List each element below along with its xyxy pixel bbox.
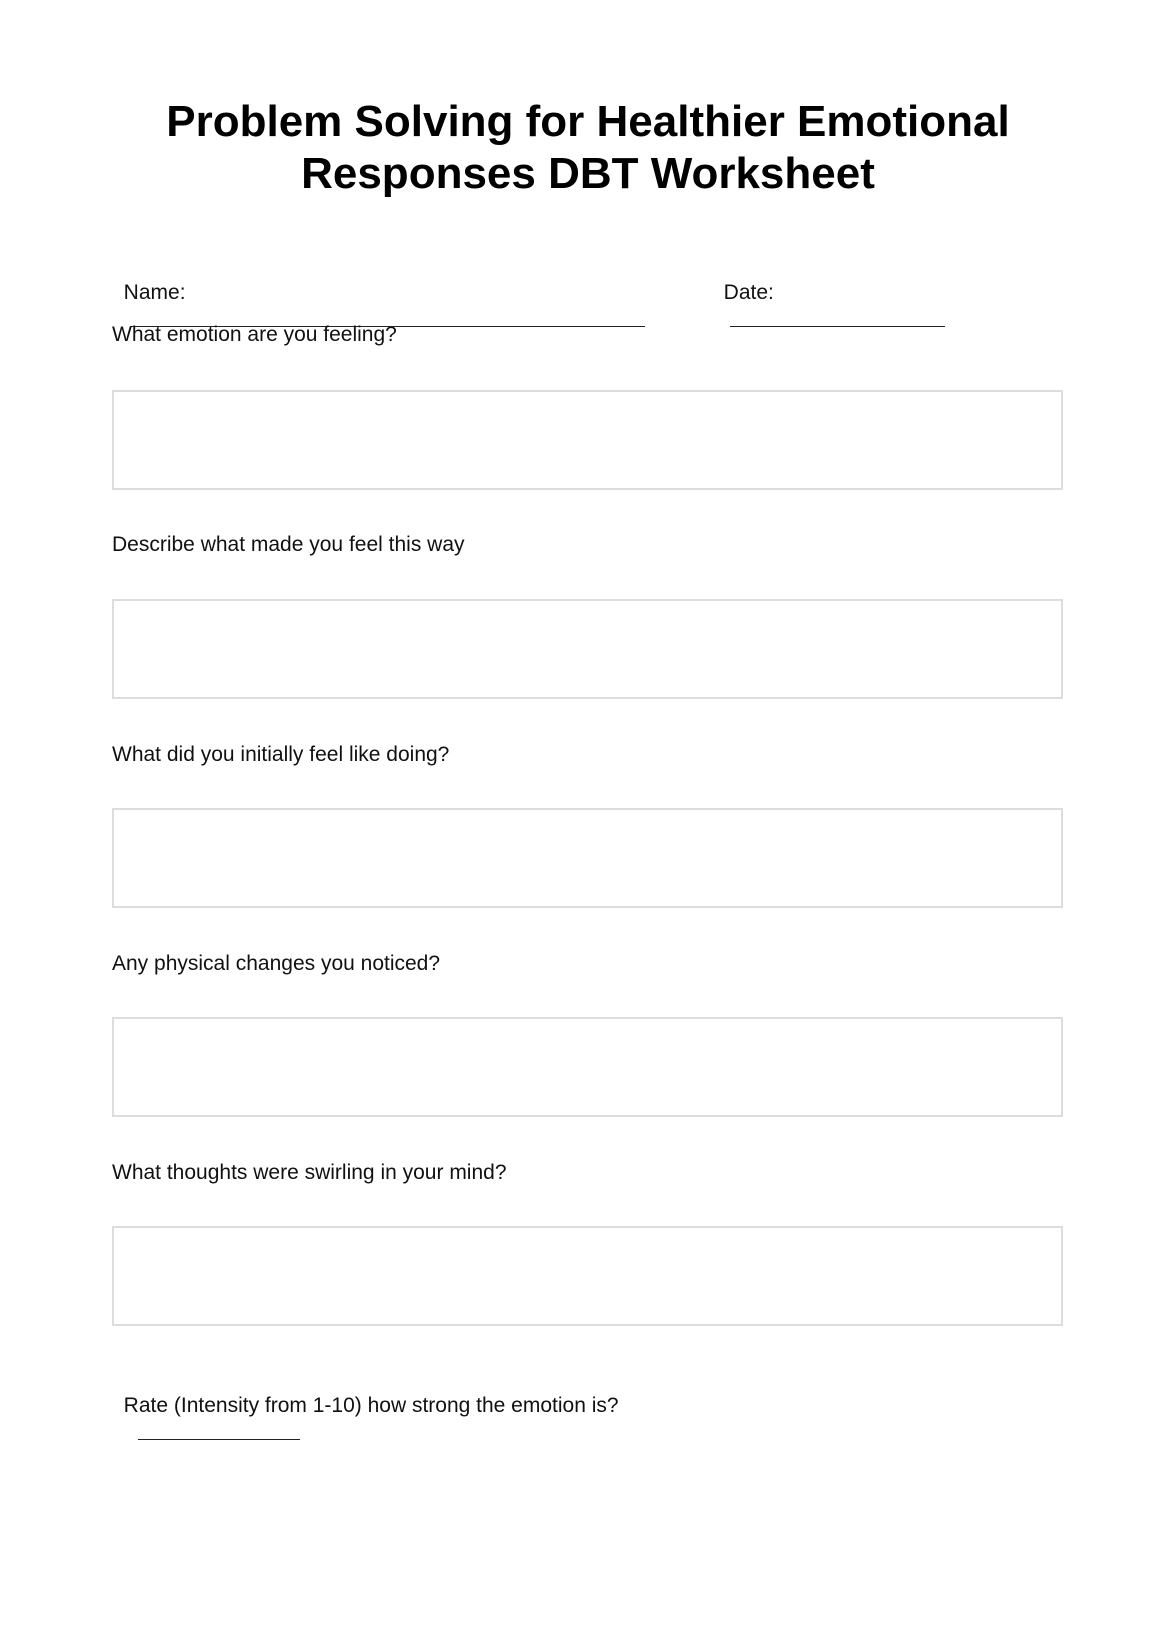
rating-field[interactable] bbox=[138, 1419, 300, 1440]
question-label-thoughts: What thoughts were swirling in your mind? bbox=[112, 1161, 507, 1184]
answer-box-trigger[interactable] bbox=[112, 599, 1063, 699]
rating-label: Rate (Intensity from 1-10) how strong the emotion is? bbox=[123, 1394, 619, 1417]
question-label-physical-changes: Any physical changes you noticed? bbox=[112, 952, 441, 975]
question-label-emotion: What emotion are you feeling? bbox=[112, 323, 397, 346]
date-row bbox=[712, 254, 945, 334]
question-label-urge: What did you initially feel like doing? bbox=[112, 743, 450, 766]
answer-box-thoughts[interactable] bbox=[112, 1226, 1063, 1326]
title-line-1: Problem Solving for Healthier Emotional bbox=[166, 97, 1010, 146]
answer-box-physical-changes[interactable] bbox=[112, 1017, 1063, 1117]
answer-box-emotion[interactable] bbox=[112, 390, 1063, 490]
date-field[interactable] bbox=[730, 306, 945, 327]
date-label: Date: bbox=[723, 281, 774, 304]
name-label: Name: bbox=[123, 281, 186, 304]
answer-box-urge[interactable] bbox=[112, 808, 1063, 908]
title-line-2: Responses DBT Worksheet bbox=[301, 149, 875, 198]
rating-row bbox=[112, 1367, 619, 1447]
worksheet-title bbox=[0, 96, 1176, 200]
question-label-trigger: Describe what made you feel this way bbox=[112, 533, 465, 556]
